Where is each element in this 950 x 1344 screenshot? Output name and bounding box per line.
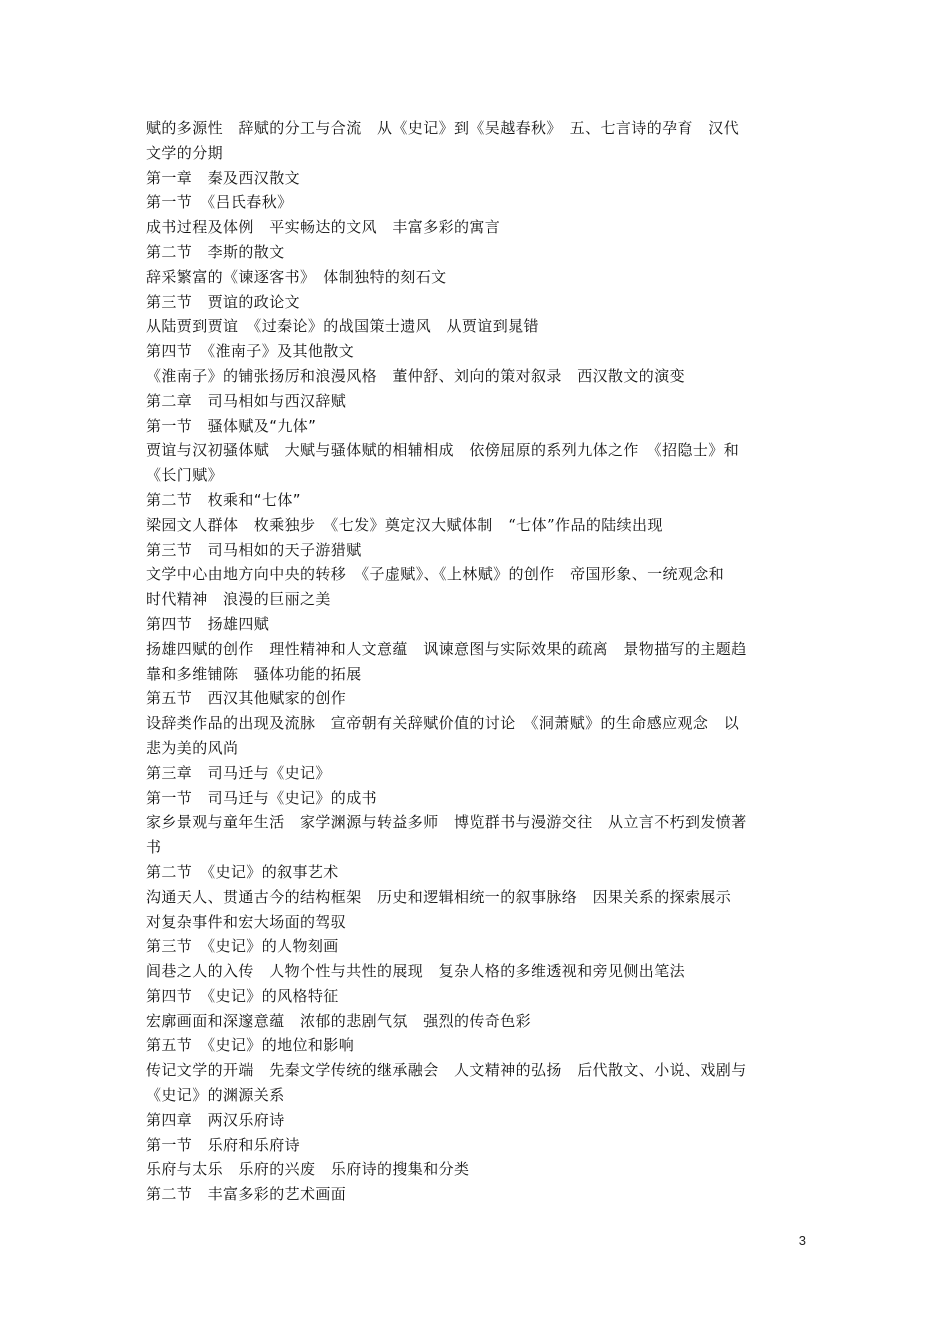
section-description: 文学中心由地方向中央的转移 《子虚赋》、《上林赋》的创作 帝国形象、一统观念和 — [146, 565, 725, 584]
section-description: 贾谊与汉初骚体赋 大赋与骚体赋的相辅相成 依傍屈原的系列九体之作 《招隐士》和 — [146, 441, 740, 460]
section-heading: 第三节 司马相如的天子游猎赋 — [146, 540, 362, 559]
section-heading: 第二节 李斯的散文 — [146, 242, 285, 261]
section-description: 靠和多维铺陈 骚体功能的拓展 — [146, 664, 362, 683]
section-heading: 第四节 《淮南子》及其他散文 — [146, 342, 355, 361]
section-description: 对复杂事件和宏大场面的驾驭 — [146, 912, 347, 931]
table-of-contents — [146, 116, 806, 1207]
section-description: 时代精神 浪漫的巨丽之美 — [146, 590, 331, 609]
section-description: 设辞类作品的出现及流脉 宣帝朝有关辞赋价值的讨论 《洞萧赋》的生命感应观念 以 — [146, 714, 740, 733]
section-description: 梁园文人群体 枚乘独步 《七发》奠定汉大赋体制 “七体”作品的陆续出现 — [146, 515, 663, 534]
section-heading: 第四节 《史记》的风格特征 — [146, 986, 339, 1005]
section-description: 《史记》的渊源关系 — [146, 1086, 285, 1105]
section-description: 辞采繁富的《谏逐客书》 体制独特的刻石文 — [146, 267, 447, 286]
section-description: 悲为美的风尚 — [146, 738, 239, 757]
section-heading: 第一节 《吕氏春秋》 — [146, 193, 293, 212]
section-heading: 第二节 枚乘和“七体” — [146, 490, 301, 509]
section-description: 家乡景观与童年生活 家学渊源与转益多师 博览群书与漫游交往 从立言不朽到发愤著 — [146, 813, 747, 832]
section-description: 成书过程及体例 平实畅达的文风 丰富多彩的寓言 — [146, 218, 501, 237]
chapter-heading: 第四章 两汉乐府诗 — [146, 1110, 285, 1129]
section-description: 《长门赋》 — [146, 466, 224, 485]
section-description: 传记文学的开端 先秦文学传统的继承融会 人文精神的弘扬 后代散文、小说、戏剧与 — [146, 1061, 747, 1080]
section-heading: 第二节 丰富多彩的艺术画面 — [146, 1185, 347, 1204]
chapter-heading: 第三章 司马迁与《史记》 — [146, 763, 331, 782]
section-heading: 第三节 贾谊的政论文 — [146, 292, 301, 311]
section-description: 闾巷之人的入传 人物个性与共性的展现 复杂人格的多维透视和旁见侧出笔法 — [146, 962, 686, 981]
section-heading: 第五节 《史记》的地位和影响 — [146, 1036, 355, 1055]
section-description: 书 — [146, 838, 162, 857]
section-description: 从陆贾到贾谊 《过秦论》的战国策士遗风 从贾谊到晁错 — [146, 317, 539, 336]
section-heading: 第四节 扬雄四赋 — [146, 614, 270, 633]
section-description: 赋的多源性 辞赋的分工与合流 从《史记》到《吴越春秋》 五、七言诗的孕育 汉代 — [146, 119, 740, 137]
section-heading: 第五节 西汉其他赋家的创作 — [146, 689, 347, 708]
section-description: 宏廓画面和深邃意蕴 浓郁的悲剧气氛 强烈的传奇色彩 — [146, 1011, 532, 1030]
section-description: 沟通天人、贯通古今的结构框架 历史和逻辑相统一的叙事脉络 因果关系的探索展示 — [146, 887, 732, 906]
chapter-heading: 第一章 秦及西汉散文 — [146, 168, 301, 187]
section-heading: 第三节 《史记》的人物刻画 — [146, 937, 339, 956]
section-description: 文学的分期 — [146, 143, 224, 162]
section-heading: 第一节 骚体赋及“九体” — [146, 416, 317, 435]
section-description: 乐府与太乐 乐府的兴废 乐府诗的搜集和分类 — [146, 1160, 470, 1179]
section-description: 《淮南子》的铺张扬厉和浪漫风格 董仲舒、刘向的策对叙录 西汉散文的演变 — [146, 366, 686, 385]
section-heading: 第二节 《史记》的叙事艺术 — [146, 862, 339, 881]
section-description: 扬雄四赋的创作 理性精神和人文意蕴 讽谏意图与实际效果的疏离 景物描写的主题趋 — [146, 639, 747, 658]
chapter-heading: 第二章 司马相如与西汉辞赋 — [146, 391, 347, 410]
section-heading: 第一节 乐府和乐府诗 — [146, 1135, 301, 1154]
page-number: 3 — [798, 1233, 806, 1248]
section-heading: 第一节 司马迁与《史记》的成书 — [146, 788, 378, 807]
